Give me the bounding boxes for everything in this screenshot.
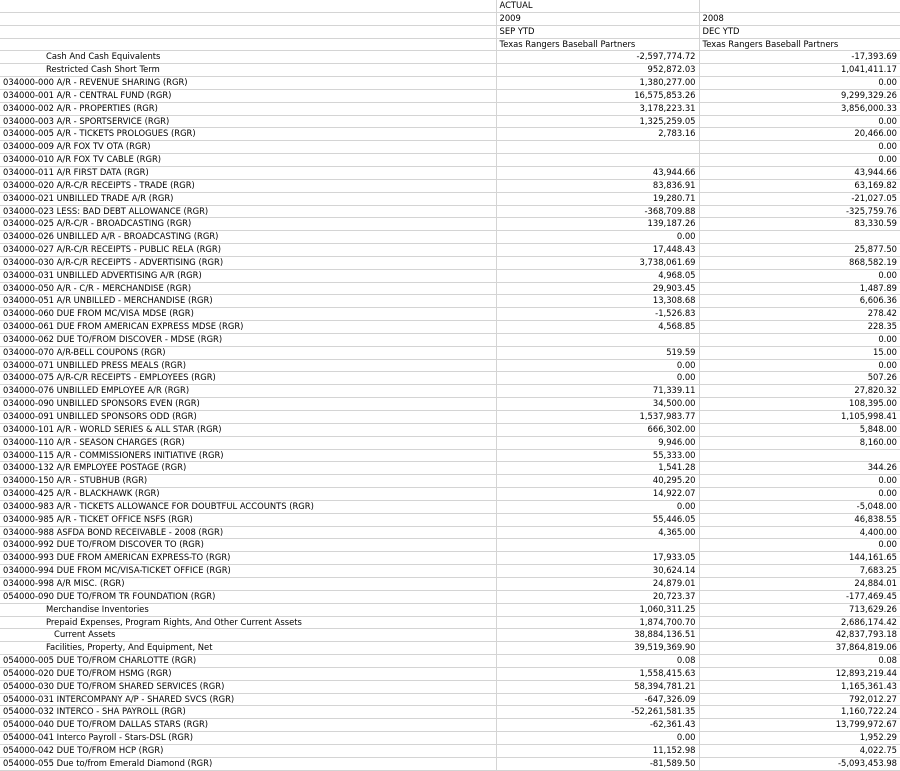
value-2008-cell[interactable]: 0.00 [699, 77, 900, 90]
account-label-cell[interactable]: 034000-061 DUE FROM AMERICAN EXPRESS MDSE (RGR) [0, 321, 496, 334]
table-row [0, 423, 900, 436]
account-label-cell[interactable]: 034000-071 UNBILLED PRESS MEALS (RGR) [0, 359, 496, 372]
value-2008-cell[interactable]: 1,952.29 [699, 732, 900, 745]
account-label-cell[interactable]: 034000-110 A/R - SEASON CHARGES (RGR) [0, 436, 496, 449]
value-2008-cell[interactable]: 83,330.59 [699, 218, 900, 231]
value-2008-cell[interactable]: 792,012.27 [699, 693, 900, 706]
account-label-cell[interactable]: 034000-023 LESS: BAD DEBT ALLOWANCE (RGR) [0, 205, 496, 218]
table-row [0, 757, 900, 770]
table-row [0, 655, 900, 668]
table-row [0, 321, 900, 334]
table-row [0, 141, 900, 154]
account-label-cell[interactable]: 054000-041 Interco Payroll - Stars-DSL (RGR) [0, 732, 496, 745]
table-row [0, 372, 900, 385]
account-label-cell[interactable]: 034000-988 ASFDA BOND RECEIVABLE - 2008 (RGR) [0, 526, 496, 539]
table-row [0, 308, 900, 321]
table-row [0, 590, 900, 603]
value-2008-cell[interactable]: 37,864,819.06 [699, 642, 900, 655]
table-row [0, 166, 900, 179]
header-blank-cell[interactable] [0, 12, 496, 25]
value-2008-cell[interactable]: -325,759.76 [699, 205, 900, 218]
value-2008-cell[interactable]: 0.00 [699, 141, 900, 154]
value-2009-cell[interactable]: 40,295.20 [496, 475, 699, 488]
header-blank-cell[interactable] [0, 38, 496, 51]
account-label-cell[interactable]: 034000-011 A/R FIRST DATA (RGR) [0, 166, 496, 179]
value-2008-cell[interactable]: 6,606.36 [699, 295, 900, 308]
value-2009-cell[interactable]: 13,308.68 [496, 295, 699, 308]
account-label-cell[interactable]: 034000-027 A/R-C/R RECEIPTS - PUBLIC RELA (RGR) [0, 244, 496, 257]
value-2008-cell[interactable]: 0.00 [699, 154, 900, 167]
table-row [0, 642, 900, 655]
value-2009-cell[interactable]: 3,178,223.31 [496, 102, 699, 115]
value-2009-cell[interactable]: 2,783.16 [496, 128, 699, 141]
value-2009-cell[interactable]: 16,575,853.26 [496, 89, 699, 102]
value-2009-cell[interactable]: 1,380,277.00 [496, 77, 699, 90]
account-label-cell[interactable]: 034000-010 A/R FOX TV CABLE (RGR) [0, 154, 496, 167]
value-2009-cell[interactable]: 1,537,983.77 [496, 411, 699, 424]
value-2009-cell[interactable]: 39,519,369.90 [496, 642, 699, 655]
account-label-cell[interactable]: 034000-115 A/R - COMMISSIONERS INITIATIVE (RGR) [0, 449, 496, 462]
value-2009-cell[interactable]: 0.08 [496, 655, 699, 668]
table-row [0, 115, 900, 128]
table-row [0, 385, 900, 398]
account-label-cell[interactable]: 034000-060 DUE FROM MC/VISA MDSE (RGR) [0, 308, 496, 321]
value-2008-cell[interactable]: 344.26 [699, 462, 900, 475]
header-cell-2009[interactable]: 2009 [496, 12, 699, 25]
value-2009-cell[interactable]: 0.00 [496, 372, 699, 385]
table-row [0, 269, 900, 282]
account-label-cell[interactable]: 034000-090 UNBILLED SPONSORS EVEN (RGR) [0, 398, 496, 411]
value-2008-cell[interactable] [699, 231, 900, 244]
value-2009-cell[interactable]: -81,589.50 [496, 757, 699, 770]
value-2008-cell[interactable]: -5,048.00 [699, 500, 900, 513]
account-label-cell[interactable]: 034000-075 A/R-C/R RECEIPTS - EMPLOYEES (RGR) [0, 372, 496, 385]
account-label-cell[interactable]: 034000-101 A/R - WORLD SERIES & ALL STAR (RGR) [0, 423, 496, 436]
value-2008-cell[interactable]: 46,838.55 [699, 513, 900, 526]
value-2009-cell[interactable]: 24,879.01 [496, 577, 699, 590]
value-2009-cell[interactable]: 30,624.14 [496, 565, 699, 578]
header-row [0, 25, 900, 38]
table-row [0, 488, 900, 501]
value-2008-cell[interactable]: 63,169.82 [699, 179, 900, 192]
value-2009-cell[interactable]: 1,874,700.70 [496, 616, 699, 629]
value-2008-cell[interactable]: 25,877.50 [699, 244, 900, 257]
value-2008-cell[interactable]: 1,105,998.41 [699, 411, 900, 424]
table-row [0, 436, 900, 449]
value-2008-cell[interactable]: 0.08 [699, 655, 900, 668]
account-label-cell[interactable]: 034000-025 A/R-C/R - BROADCASTING (RGR) [0, 218, 496, 231]
value-2008-cell[interactable]: 0.00 [699, 269, 900, 282]
table-row [0, 680, 900, 693]
value-2009-cell[interactable]: 43,944.66 [496, 166, 699, 179]
table-row [0, 154, 900, 167]
value-2008-cell[interactable]: 1,165,361.43 [699, 680, 900, 693]
value-2009-cell[interactable]: -647,326.09 [496, 693, 699, 706]
value-2008-cell[interactable]: 4,022.75 [699, 744, 900, 757]
table-row [0, 51, 900, 64]
value-2008-cell[interactable]: 13,799,972.67 [699, 719, 900, 732]
value-2009-cell[interactable]: 17,933.05 [496, 552, 699, 565]
value-2008-cell[interactable]: 42,837,793.18 [699, 629, 900, 642]
value-2009-cell[interactable]: 666,302.00 [496, 423, 699, 436]
value-2009-cell[interactable]: 4,968.05 [496, 269, 699, 282]
account-label-cell[interactable]: 054000-032 INTERCO - SHA PAYROLL (RGR) [0, 706, 496, 719]
table-row [0, 295, 900, 308]
header-cell-2009[interactable]: Texas Rangers Baseball Partners [496, 38, 699, 51]
value-2008-cell[interactable]: -17,393.69 [699, 51, 900, 64]
table-row [0, 282, 900, 295]
header-blank-cell[interactable] [0, 0, 496, 12]
account-label-cell[interactable]: 034000-026 UNBILLED A/R - BROADCASTING (RGR) [0, 231, 496, 244]
value-2009-cell[interactable]: 4,568.85 [496, 321, 699, 334]
value-2008-cell[interactable]: 27,820.32 [699, 385, 900, 398]
value-2009-cell[interactable]: 1,325,259.05 [496, 115, 699, 128]
table-row [0, 449, 900, 462]
table-row [0, 565, 900, 578]
value-2008-cell[interactable]: -21,027.05 [699, 192, 900, 205]
value-2009-cell[interactable] [496, 141, 699, 154]
value-2009-cell[interactable]: -62,361.43 [496, 719, 699, 732]
value-2009-cell[interactable] [496, 154, 699, 167]
account-label-cell[interactable]: 034000-985 A/R - TICKET OFFICE NSFS (RGR) [0, 513, 496, 526]
account-label-cell[interactable]: 034000-992 DUE TO/FROM DISCOVER TO (RGR) [0, 539, 496, 552]
value-2009-cell[interactable]: 17,448.43 [496, 244, 699, 257]
value-2008-cell[interactable]: 24,884.01 [699, 577, 900, 590]
value-2008-cell[interactable]: 2,686,174.42 [699, 616, 900, 629]
value-2009-cell[interactable]: 4,365.00 [496, 526, 699, 539]
value-2009-cell[interactable]: 58,394,781.21 [496, 680, 699, 693]
value-2008-cell[interactable]: 5,848.00 [699, 423, 900, 436]
table-row [0, 500, 900, 513]
account-label-cell[interactable]: 034000-132 A/R EMPLOYEE POSTAGE (RGR) [0, 462, 496, 475]
account-label-cell[interactable]: 034000-003 A/R - SPORTSERVICE (RGR) [0, 115, 496, 128]
account-label-cell[interactable]: 034000-009 A/R FOX TV OTA (RGR) [0, 141, 496, 154]
header-cell-2008[interactable]: 2008 [699, 12, 900, 25]
value-2008-cell[interactable]: 0.00 [699, 488, 900, 501]
account-label-cell[interactable]: 034000-150 A/R - STUBHUB (RGR) [0, 475, 496, 488]
table-row [0, 244, 900, 257]
value-2009-cell[interactable]: 34,500.00 [496, 398, 699, 411]
value-2009-cell[interactable]: 20,723.37 [496, 590, 699, 603]
value-2009-cell[interactable]: 71,339.11 [496, 385, 699, 398]
header-cell-2008[interactable] [699, 0, 900, 12]
account-label-cell[interactable]: Cash And Cash Equivalents [0, 51, 496, 64]
header-cell-2009[interactable]: ACTUAL [496, 0, 699, 12]
table-row [0, 603, 900, 616]
header-row [0, 0, 900, 12]
table-row [0, 192, 900, 205]
table-row [0, 629, 900, 642]
value-2008-cell[interactable]: 228.35 [699, 321, 900, 334]
value-2008-cell[interactable]: 4,400.00 [699, 526, 900, 539]
account-label-cell[interactable]: Merchandise Inventories [0, 603, 496, 616]
account-label-cell[interactable]: 054000-020 DUE TO/FROM HSMG (RGR) [0, 667, 496, 680]
table-row [0, 102, 900, 115]
table-row [0, 333, 900, 346]
value-2008-cell[interactable]: 15.00 [699, 346, 900, 359]
value-2009-cell[interactable]: 0.00 [496, 359, 699, 372]
value-2008-cell[interactable]: 278.42 [699, 308, 900, 321]
value-2008-cell[interactable]: 20,466.00 [699, 128, 900, 141]
value-2009-cell[interactable]: 14,922.07 [496, 488, 699, 501]
table-row [0, 128, 900, 141]
value-2008-cell[interactable]: 43,944.66 [699, 166, 900, 179]
account-label-cell[interactable]: 034000-070 A/R-BELL COUPONS (RGR) [0, 346, 496, 359]
account-label-cell[interactable]: Current Assets [0, 629, 496, 642]
account-label-cell[interactable]: 034000-983 A/R - TICKETS ALLOWANCE FOR DOUBTFUL ACCOUNTS (RGR) [0, 500, 496, 513]
table-row [0, 667, 900, 680]
account-label-cell[interactable]: 034000-051 A/R UNBILLED - MERCHANDISE (RGR) [0, 295, 496, 308]
account-label-cell[interactable]: 054000-030 DUE TO/FROM SHARED SERVICES (RGR) [0, 680, 496, 693]
value-2008-cell[interactable]: 507.26 [699, 372, 900, 385]
value-2008-cell[interactable]: 3,856,000.33 [699, 102, 900, 115]
value-2009-cell[interactable]: 55,446.05 [496, 513, 699, 526]
table-row [0, 719, 900, 732]
value-2009-cell[interactable]: 0.00 [496, 231, 699, 244]
value-2008-cell[interactable]: -177,469.45 [699, 590, 900, 603]
table-row [0, 179, 900, 192]
account-label-cell[interactable]: 034000-005 A/R - TICKETS PROLOGUES (RGR) [0, 128, 496, 141]
table-row [0, 205, 900, 218]
table-row [0, 398, 900, 411]
value-2008-cell[interactable]: 8,160.00 [699, 436, 900, 449]
value-2008-cell[interactable] [699, 449, 900, 462]
account-label-cell[interactable]: 034000-994 DUE FROM MC/VISA-TICKET OFFICE (RGR) [0, 565, 496, 578]
table-row [0, 411, 900, 424]
table-row [0, 552, 900, 565]
account-label-cell[interactable]: 034000-031 UNBILLED ADVERTISING A/R (RGR) [0, 269, 496, 282]
table-row [0, 475, 900, 488]
table-row [0, 616, 900, 629]
value-2009-cell[interactable]: 3,738,061.69 [496, 256, 699, 269]
account-label-cell[interactable]: 054000-055 Due to/from Emerald Diamond (RGR) [0, 757, 496, 770]
value-2008-cell[interactable]: 9,299,329.26 [699, 89, 900, 102]
table-row [0, 577, 900, 590]
header-row [0, 38, 900, 51]
account-label-cell[interactable]: Facilities, Property, And Equipment, Net [0, 642, 496, 655]
value-2008-cell[interactable]: 7,683.25 [699, 565, 900, 578]
value-2008-cell[interactable]: 0.00 [699, 333, 900, 346]
value-2008-cell[interactable]: 108,395.00 [699, 398, 900, 411]
account-label-cell[interactable]: 034000-091 UNBILLED SPONSORS ODD (RGR) [0, 411, 496, 424]
account-label-cell[interactable]: 034000-062 DUE TO/FROM DISCOVER - MDSE (RGR) [0, 333, 496, 346]
table-row [0, 346, 900, 359]
value-2008-cell[interactable]: 713,629.26 [699, 603, 900, 616]
table-row [0, 64, 900, 77]
value-2008-cell[interactable]: 12,893,219.44 [699, 667, 900, 680]
table-row [0, 526, 900, 539]
account-label-cell[interactable]: 054000-090 DUE TO/FROM TR FOUNDATION (RGR) [0, 590, 496, 603]
header-cell-2008[interactable]: Texas Rangers Baseball Partners [699, 38, 900, 51]
value-2009-cell[interactable]: 519.59 [496, 346, 699, 359]
table-row [0, 359, 900, 372]
header-cell-2009[interactable]: SEP YTD [496, 25, 699, 38]
table-row [0, 539, 900, 552]
value-2008-cell[interactable]: 1,487.89 [699, 282, 900, 295]
account-label-cell[interactable]: 034000-050 A/R - C/R - MERCHANDISE (RGR) [0, 282, 496, 295]
value-2008-cell[interactable]: 868,582.19 [699, 256, 900, 269]
header-row [0, 12, 900, 25]
value-2008-cell[interactable]: 0.00 [699, 539, 900, 552]
table-row [0, 744, 900, 757]
value-2008-cell[interactable]: 0.00 [699, 475, 900, 488]
table-row [0, 706, 900, 719]
value-2008-cell[interactable]: 1,041,411.17 [699, 64, 900, 77]
table-row [0, 256, 900, 269]
account-label-cell[interactable]: Prepaid Expenses, Program Rights, And Other Current Assets [0, 616, 496, 629]
value-2008-cell[interactable]: 0.00 [699, 115, 900, 128]
value-2009-cell[interactable]: -1,526.83 [496, 308, 699, 321]
account-label-cell[interactable]: 054000-040 DUE TO/FROM DALLAS STARS (RGR) [0, 719, 496, 732]
table-row [0, 89, 900, 102]
account-label-cell[interactable]: 034000-030 A/R-C/R RECEIPTS - ADVERTISING (RGR) [0, 256, 496, 269]
value-2009-cell[interactable]: -52,261,581.35 [496, 706, 699, 719]
value-2008-cell[interactable]: 144,161.65 [699, 552, 900, 565]
value-2009-cell[interactable]: 1,558,415.63 [496, 667, 699, 680]
table-row [0, 218, 900, 231]
value-2009-cell[interactable]: 55,333.00 [496, 449, 699, 462]
account-label-cell[interactable]: 034000-425 A/R - BLACKHAWK (RGR) [0, 488, 496, 501]
account-label-cell[interactable]: 034000-001 A/R - CENTRAL FUND (RGR) [0, 89, 496, 102]
table-row [0, 77, 900, 90]
account-label-cell[interactable]: 054000-042 DUE TO/FROM HCP (RGR) [0, 744, 496, 757]
account-label-cell[interactable]: 034000-000 A/R - REVENUE SHARING (RGR) [0, 77, 496, 90]
value-2009-cell[interactable]: 1,060,311.25 [496, 603, 699, 616]
value-2009-cell[interactable]: 29,903.45 [496, 282, 699, 295]
value-2009-cell[interactable]: 11,152.98 [496, 744, 699, 757]
value-2009-cell[interactable]: 38,884,136.51 [496, 629, 699, 642]
value-2009-cell[interactable]: 952,872.03 [496, 64, 699, 77]
value-2009-cell[interactable]: -2,597,774.72 [496, 51, 699, 64]
account-label-cell[interactable]: 034000-998 A/R MISC. (RGR) [0, 577, 496, 590]
account-label-cell[interactable]: 054000-005 DUE TO/FROM CHARLOTTE (RGR) [0, 655, 496, 668]
value-2009-cell[interactable]: 83,836.91 [496, 179, 699, 192]
table-row [0, 693, 900, 706]
account-label-cell[interactable]: 034000-020 A/R-C/R RECEIPTS - TRADE (RGR) [0, 179, 496, 192]
value-2009-cell[interactable]: 0.00 [496, 732, 699, 745]
value-2008-cell[interactable]: 0.00 [699, 359, 900, 372]
account-label-cell[interactable]: 034000-076 UNBILLED EMPLOYEE A/R (RGR) [0, 385, 496, 398]
header-blank-cell[interactable] [0, 25, 496, 38]
account-label-cell[interactable]: 034000-993 DUE FROM AMERICAN EXPRESS-TO (RGR) [0, 552, 496, 565]
value-2009-cell[interactable]: 0.00 [496, 500, 699, 513]
table-row [0, 513, 900, 526]
value-2009-cell[interactable]: 9,946.00 [496, 436, 699, 449]
value-2008-cell[interactable]: -5,093,453.98 [699, 757, 900, 770]
account-label-cell[interactable]: Restricted Cash Short Term [0, 64, 496, 77]
account-label-cell[interactable]: 034000-021 UNBILLED TRADE A/R (RGR) [0, 192, 496, 205]
value-2009-cell[interactable]: 139,187.26 [496, 218, 699, 231]
header-cell-2008[interactable]: DEC YTD [699, 25, 900, 38]
value-2008-cell[interactable]: 1,160,722.24 [699, 706, 900, 719]
table-row [0, 462, 900, 475]
value-2009-cell[interactable]: 19,280.71 [496, 192, 699, 205]
account-label-cell[interactable]: 034000-002 A/R - PROPERTIES (RGR) [0, 102, 496, 115]
table-row [0, 231, 900, 244]
value-2009-cell[interactable] [496, 333, 699, 346]
table-row [0, 732, 900, 745]
value-2009-cell[interactable]: 1,541.28 [496, 462, 699, 475]
value-2009-cell[interactable]: -368,709.88 [496, 205, 699, 218]
value-2009-cell[interactable] [496, 539, 699, 552]
account-label-cell[interactable]: 054000-031 INTERCOMPANY A/P - SHARED SVCS (RGR) [0, 693, 496, 706]
